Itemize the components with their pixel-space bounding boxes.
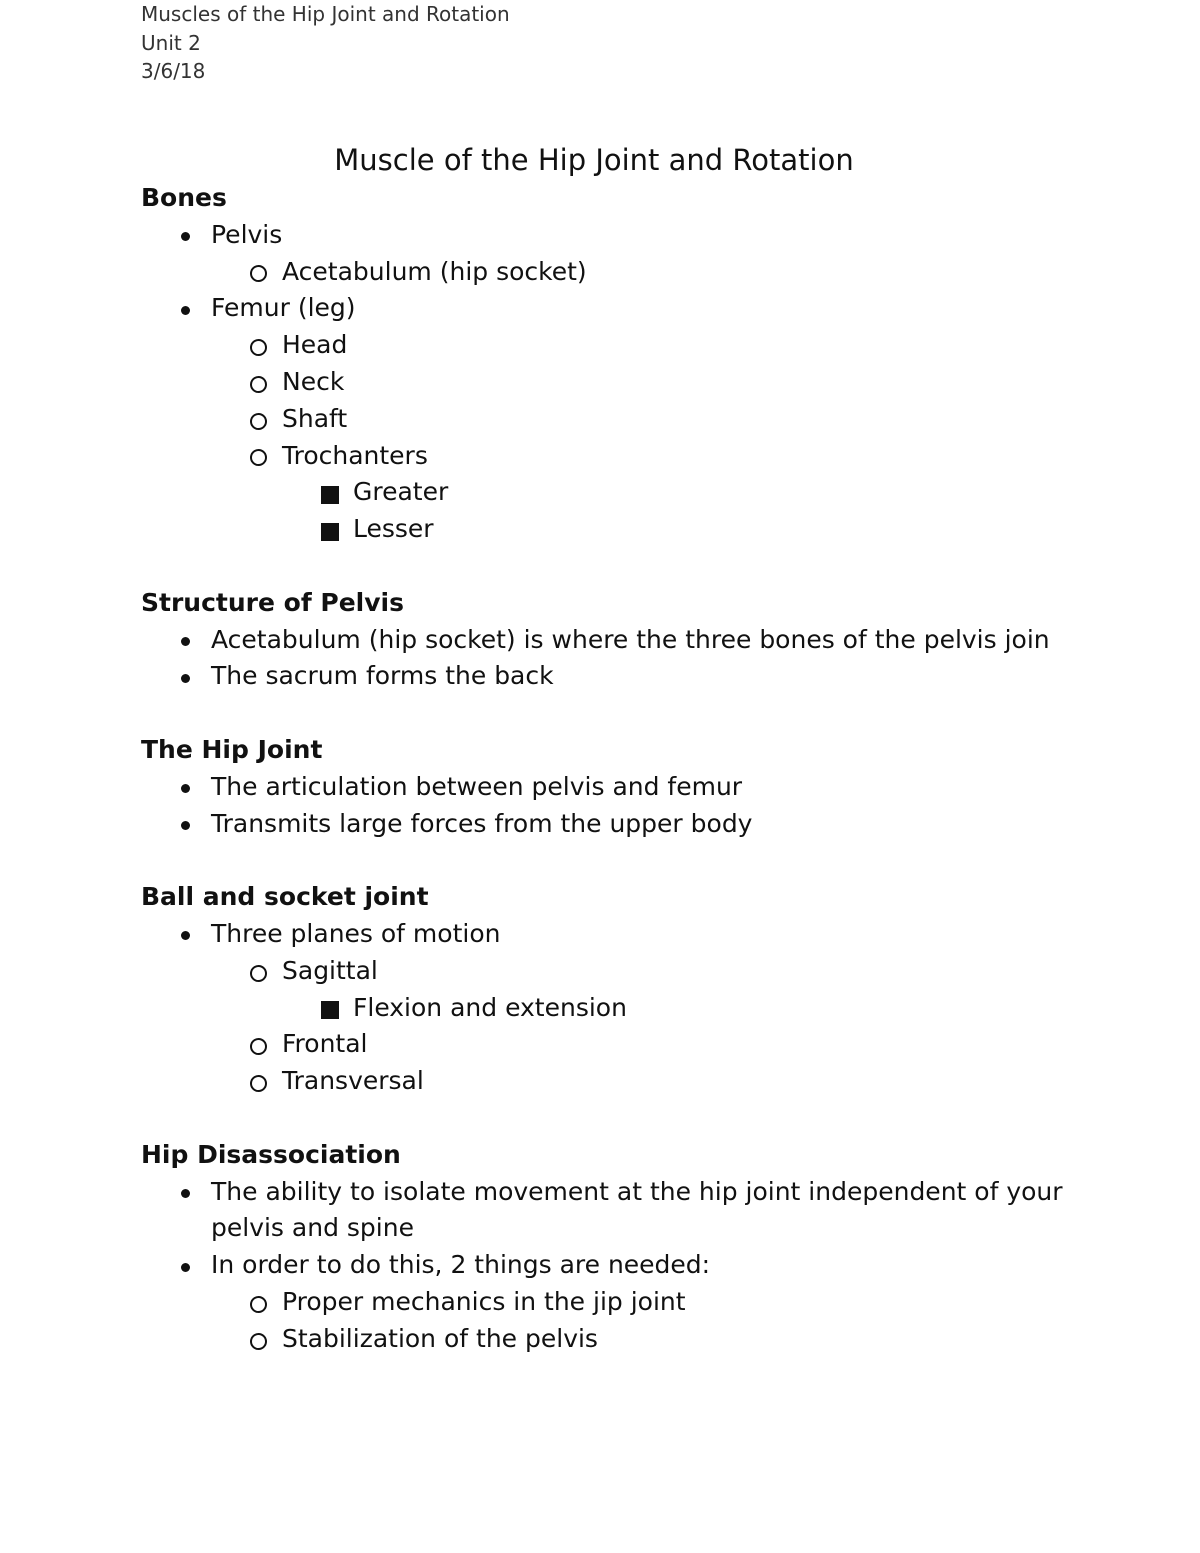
list-item	[141, 1063, 1101, 1100]
list-item-row	[141, 806, 1101, 843]
list-item-text: The articulation between pelvis and femur	[211, 771, 743, 801]
bullet-circle-icon	[246, 254, 270, 291]
bullet-square-icon	[318, 990, 342, 1027]
list-item-row	[141, 1321, 1101, 1358]
list-item-row	[141, 1026, 1101, 1063]
list-item	[141, 916, 1101, 1100]
page-header	[141, 0, 510, 86]
list-item	[141, 364, 1101, 401]
list-item-text: The ability to isolate movement at the hip joint independent of your pelvis and spine	[211, 1176, 1063, 1243]
bullet-circle-icon-shape	[250, 339, 267, 356]
list-item-row	[141, 364, 1101, 401]
section-spacer	[141, 695, 1101, 732]
list-item-row	[141, 290, 1101, 327]
list-item-text: Trochanters	[282, 440, 428, 470]
bullet-dot-icon	[175, 217, 195, 254]
list-item-row	[141, 622, 1101, 659]
list-item	[141, 953, 1101, 1027]
list-item-text: Transmits large forces from the upper body	[211, 808, 753, 838]
list-item-row	[141, 254, 1101, 291]
list-item	[141, 1284, 1101, 1321]
list-item-row	[141, 658, 1101, 695]
bullet-dot-icon-shape	[181, 306, 190, 315]
bullet-circle-icon	[246, 1063, 270, 1100]
section-spacer	[141, 842, 1101, 879]
bullet-list-level-2	[141, 327, 1101, 548]
list-item-text: Greater	[353, 477, 449, 507]
header-line-date: 3/6/18	[141, 59, 206, 83]
bullet-circle-icon-shape	[250, 1075, 267, 1092]
section-the-hip-joint	[141, 732, 1101, 879]
section-bones	[141, 180, 1101, 585]
bullet-circle-icon	[246, 438, 270, 475]
section-structure-of-pelvis	[141, 585, 1101, 732]
list-item-row	[141, 474, 1101, 511]
list-item-row	[141, 1174, 1101, 1248]
list-item-row	[141, 217, 1101, 254]
section-heading: Hip Disassociation	[141, 1139, 401, 1169]
bullet-dot-icon	[175, 769, 195, 806]
header-line-doc-name: Muscles of the Hip Joint and Rotation	[141, 2, 510, 26]
bullet-circle-icon	[246, 364, 270, 401]
list-item-row	[141, 990, 1101, 1027]
document-body	[141, 180, 1101, 1358]
list-item-text: Shaft	[282, 403, 348, 433]
list-item-row	[141, 1063, 1101, 1100]
bullet-dot-icon	[175, 658, 195, 695]
bullet-list-level-2	[141, 254, 1101, 291]
list-item	[141, 511, 1101, 548]
bullet-circle-icon-shape	[250, 1333, 267, 1350]
bullet-list-level-1	[141, 1174, 1101, 1358]
bullet-circle-icon-shape	[250, 265, 267, 282]
bullet-square-icon-shape	[321, 486, 339, 504]
list-item-row	[141, 916, 1101, 953]
bullet-dot-icon-shape	[181, 1263, 190, 1272]
bullet-list-level-3	[141, 990, 1101, 1027]
section-heading: Structure of Pelvis	[141, 587, 404, 617]
list-item-text: Proper mechanics in the jip joint	[282, 1286, 686, 1316]
list-item	[141, 1247, 1101, 1357]
list-item-text: Acetabulum (hip socket)	[282, 256, 587, 286]
section-heading: Ball and socket joint	[141, 882, 429, 912]
list-item-row	[141, 327, 1101, 364]
document-title: Muscle of the Hip Joint and Rotation	[334, 143, 854, 177]
bullet-square-icon-shape	[321, 1001, 339, 1019]
list-item-text: Stabilization of the pelvis	[282, 1323, 598, 1353]
bullet-dot-icon	[175, 1247, 195, 1284]
bullet-square-icon	[318, 511, 342, 548]
list-item	[141, 622, 1101, 659]
list-item	[141, 254, 1101, 291]
bullet-list-level-1	[141, 217, 1101, 548]
bullet-dot-icon-shape	[181, 931, 190, 940]
list-item-row	[141, 1247, 1101, 1284]
bullet-circle-icon	[246, 327, 270, 364]
list-item-row	[141, 953, 1101, 990]
bullet-circle-icon	[246, 1284, 270, 1321]
section-ball-and-socket-joint	[141, 879, 1101, 1137]
list-item	[141, 1174, 1101, 1248]
bullet-circle-icon-shape	[250, 1038, 267, 1055]
list-item-text: Three planes of motion	[211, 918, 501, 948]
list-item-text: Acetabulum (hip socket) is where the three bones of the pelvis join	[211, 624, 1050, 654]
bullet-dot-icon	[175, 916, 195, 953]
bullet-dot-icon-shape	[181, 784, 190, 793]
bullet-circle-icon-shape	[250, 1296, 267, 1313]
list-item-text: Transversal	[282, 1066, 424, 1096]
list-item-text: Sagittal	[282, 955, 378, 985]
bullet-list-level-2	[141, 1284, 1101, 1358]
bullet-circle-icon-shape	[250, 413, 267, 430]
list-item	[141, 217, 1101, 291]
list-item-row	[141, 1284, 1101, 1321]
bullet-circle-icon	[246, 401, 270, 438]
section-hip-disassociation	[141, 1137, 1101, 1358]
bullet-list-level-1	[141, 916, 1101, 1100]
list-item	[141, 806, 1101, 843]
list-item	[141, 290, 1101, 548]
list-item-text: Flexion and extension	[353, 992, 627, 1022]
bullet-square-icon-shape	[321, 523, 339, 541]
bullet-dot-icon-shape	[181, 821, 190, 830]
list-item-text: Pelvis	[211, 219, 283, 249]
bullet-list-level-2	[141, 953, 1101, 1100]
bullet-dot-icon-shape	[181, 232, 190, 241]
list-item-text: Head	[282, 330, 348, 360]
list-item-text: Neck	[282, 366, 345, 396]
bullet-circle-icon	[246, 953, 270, 990]
list-item-text: The sacrum forms the back	[211, 661, 554, 691]
list-item-text: Lesser	[353, 514, 434, 544]
section-heading: The Hip Joint	[141, 734, 323, 764]
list-item	[141, 1026, 1101, 1063]
bullet-dot-icon-shape	[181, 637, 190, 646]
list-item-row	[141, 511, 1101, 548]
bullet-circle-icon-shape	[250, 965, 267, 982]
bullet-dot-icon-shape	[181, 674, 190, 683]
section-spacer	[141, 1100, 1101, 1137]
bullet-circle-icon	[246, 1026, 270, 1063]
list-item	[141, 327, 1101, 364]
bullet-list-level-1	[141, 769, 1101, 843]
bullet-dot-icon-shape	[181, 1189, 190, 1198]
header-line-unit: Unit 2	[141, 30, 201, 55]
list-item-text: Frontal	[282, 1029, 368, 1059]
bullet-circle-icon	[246, 1321, 270, 1358]
bullet-list-level-3	[141, 474, 1101, 548]
bullet-dot-icon	[175, 806, 195, 843]
list-item	[141, 401, 1101, 438]
section-heading: Bones	[141, 183, 227, 212]
list-item-row	[141, 401, 1101, 438]
bullet-circle-icon-shape	[250, 449, 267, 466]
list-item-row	[141, 769, 1101, 806]
bullet-circle-icon-shape	[250, 376, 267, 393]
bullet-list-level-1	[141, 622, 1101, 696]
bullet-dot-icon	[175, 290, 195, 327]
list-item	[141, 1321, 1101, 1358]
list-item	[141, 990, 1101, 1027]
list-item	[141, 769, 1101, 806]
list-item	[141, 658, 1101, 695]
list-item-text: In order to do this, 2 things are needed:	[211, 1250, 711, 1280]
list-item	[141, 438, 1101, 548]
bullet-dot-icon	[175, 1174, 195, 1211]
list-item-row	[141, 438, 1101, 475]
bullet-dot-icon	[175, 622, 195, 659]
list-item	[141, 474, 1101, 511]
section-spacer	[141, 548, 1101, 585]
list-item-text: Femur (leg)	[211, 293, 356, 323]
bullet-square-icon	[318, 474, 342, 511]
